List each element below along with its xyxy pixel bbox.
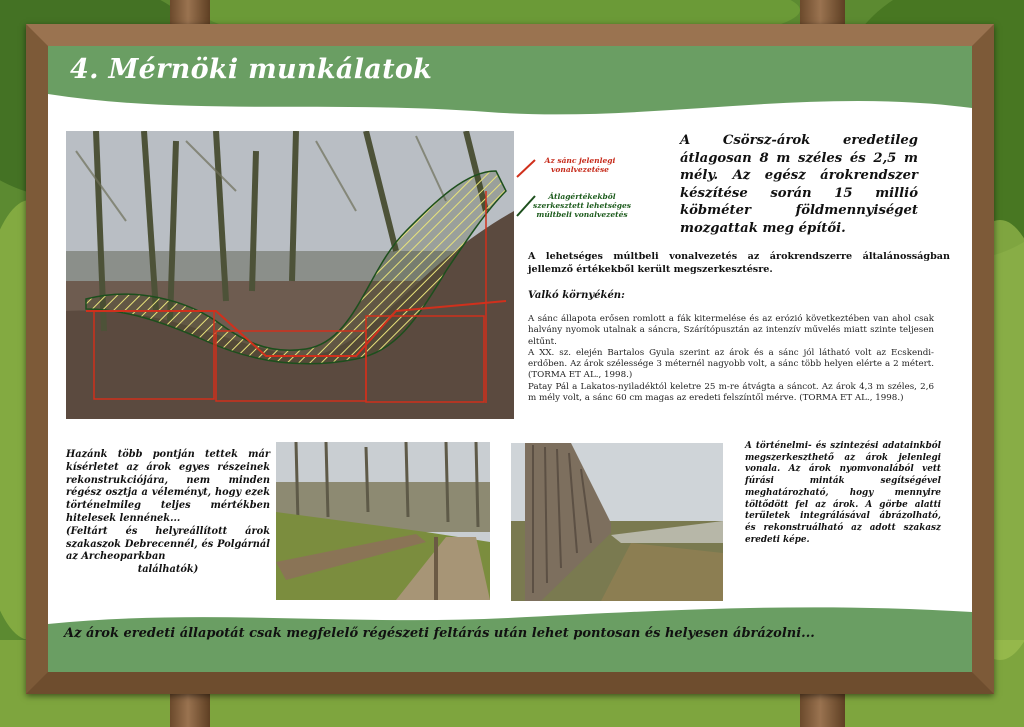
body-paragraph: Patay Pál a Lakatos-nyiladéktól keletre 25 m-re átvágta a sáncot. Az árok 4,3 m széles, 2,6 m mély volt, a sánc 60 cm magas az eredeti felszíntől mérve. (TORMA ET AL., 1998.): [528, 381, 934, 404]
intro-text: A lehetséges múltbeli vonalvezetés az árokrendszerre általánosságban jellemző értékekből került megszerkesztésre.: [528, 251, 950, 275]
reconstruction-note-text: Hazánk több pontján tettek már kísérletet az árok egyes részeinek rekonstrukciójára, nem minden régész osztja a véleményt, hogy ezek történelmileg teljes mértékben hitelesek lennének...: [66, 449, 270, 524]
page-title: 4. Mérnöki munkálatok: [70, 54, 433, 85]
body-paragraph: A sánc állapota erősen romlott a fák kitermelése és az erózió következtében van ahol csak halvány nyomok utalnak a sáncra, Szárítópusztán az intenzív művelés miatt szinte teljesen eltűnt.: [528, 314, 934, 347]
legend-current-line-label: Az sánc jelenlegi vonalvezetése: [544, 156, 616, 174]
body-text: [528, 314, 934, 404]
sign-post-right-bottom: [800, 690, 845, 727]
sign-frame: [26, 24, 994, 694]
legend-past-line-label: Átlagértékekből szerkesztett lehetséges múltbeli vonalvezetés: [533, 192, 631, 219]
reconstruction-note-sub: (Feltárt és helyreállított árok szakaszok Debrecennél, és Polgárnál az Archeoparkban: [66, 525, 270, 563]
headline-text: A Csörsz-árok eredetileg átlagosan 8 m széles és 2,5 m mély. Az egész árokrendszer készítése során 15 millió köbméter földmennyiséget mozgattak meg építői.: [680, 133, 918, 236]
legend-red-line: [516, 158, 536, 178]
sign-panel: [48, 46, 972, 672]
methodology-note: A történelmi- és szintezési adatainkból megszerkeszthető az árok jelenlegi vonala. Az árok nyomvonalából vett fúrási minták segítségével meghatározható, hogy mennyire töltődött fel az árok. A görbe alatti területek integrálásával ábrázolható, és rekonstruálható az adott szakasz eredeti képe.: [745, 441, 941, 545]
reconstructed-rampart-photo: [276, 442, 490, 600]
reconstruction-note: [66, 449, 270, 577]
palisade-wall-photo: [511, 443, 723, 601]
body-paragraph: A XX. sz. elején Bartalos Gyula szerint az árok és a sánc jól látható volt az Ecskendi-erdőben. Az árok szélessége 3 méternél nagyobb volt, a sánc több helyen elérte a 2 métert. (TORMA ET AL., 1998.): [528, 347, 934, 381]
reconstruction-note-end: találhatók): [137, 564, 199, 576]
ditch-cross-section-photo: [66, 131, 514, 419]
sign-post-left-bottom: [170, 690, 210, 727]
section-subheading: Valkó környékén:: [528, 290, 625, 301]
footer-text: Az árok eredeti állapotát csak megfelelő régészeti feltárás után lehet pontosan és helyesen ábrázolni...: [64, 626, 815, 641]
